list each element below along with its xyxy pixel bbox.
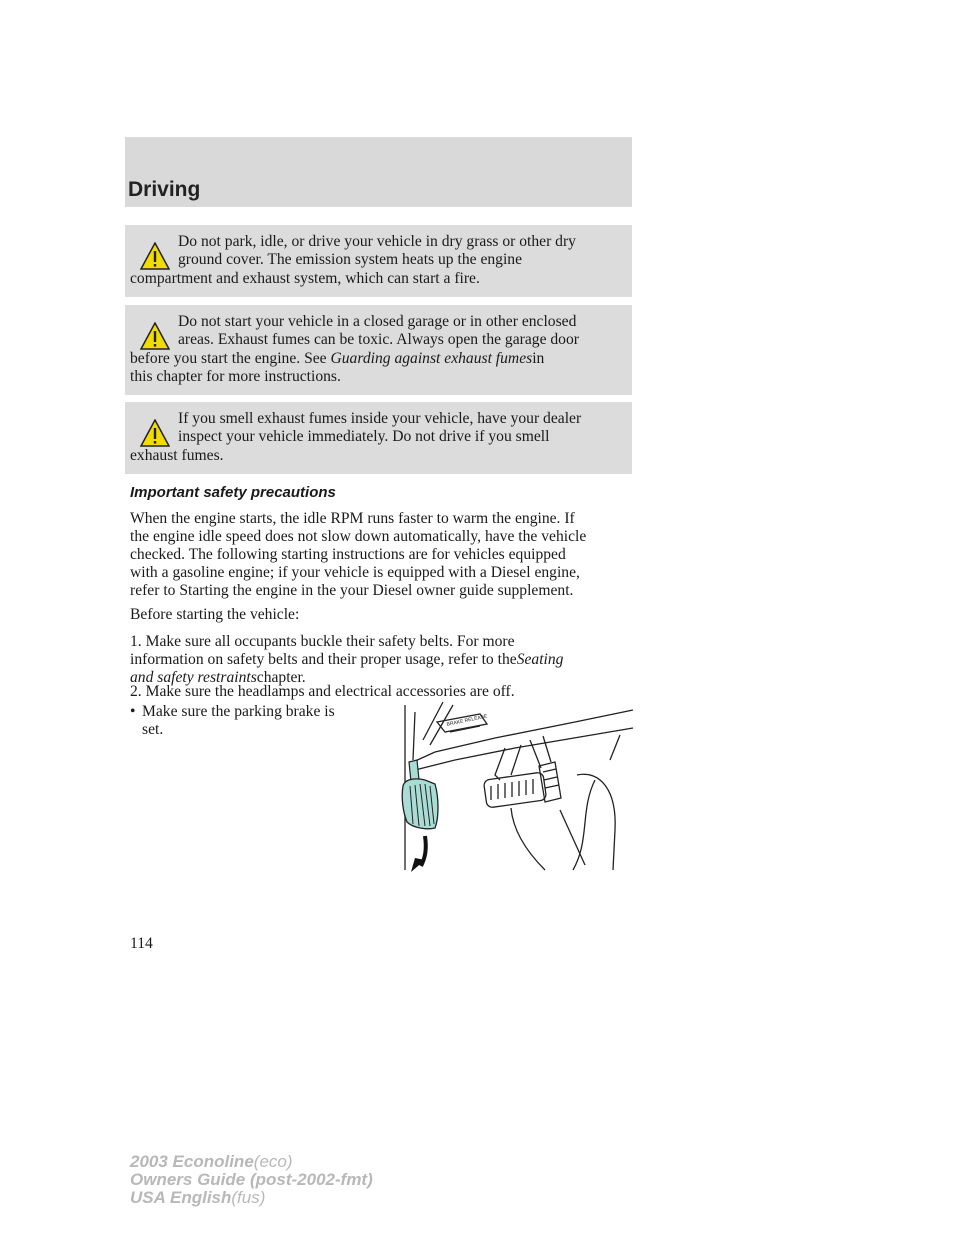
body-paragraph-engine-idle — [130, 510, 632, 600]
warning-line: If you smell exhaust fumes inside your vehicle, have your dealer — [178, 410, 582, 427]
footer-code: (eco) — [253, 1152, 293, 1171]
bullet-item-parking-brake — [130, 703, 370, 739]
warning-line: exhaust fumes. — [130, 447, 224, 464]
footer-line — [130, 1171, 373, 1189]
text-line: checked. The following starting instructions are for vehicles equipped — [130, 546, 566, 563]
text-line: refer to Starting the engine in the your Diesel owner guide supplement. — [130, 582, 574, 599]
warning-line: this chapter for more instructions. — [130, 368, 341, 385]
header-band — [125, 137, 632, 207]
warning-triangle-icon — [140, 242, 170, 270]
footer-code: (fus) — [231, 1188, 266, 1207]
warning-line: Do not start your vehicle in a closed garage or in other enclosed — [178, 313, 577, 330]
footer-model: 2003 Econoline — [130, 1152, 254, 1171]
brake-release-label: BRAKE RELEASE — [446, 713, 488, 728]
warning-box-closed-garage — [125, 305, 632, 395]
bullet-marker: • — [130, 703, 136, 720]
warning-line: inspect your vehicle immediately. Do not drive if you smell — [178, 428, 550, 445]
footer-line — [130, 1153, 373, 1171]
bullet-text: Make sure the parking brake is set. — [142, 703, 335, 738]
footer-language: USA English — [130, 1188, 232, 1207]
text-line: with a gasoline engine; if your vehicle is equipped with a Diesel engine, — [130, 564, 580, 581]
document-footer — [130, 1153, 373, 1207]
text-line: 1. Make sure all occupants buckle their safety belts. For more — [130, 633, 515, 650]
warning-line: ground cover. The emission system heats up the engine — [178, 251, 523, 268]
warning-box-exhaust-smell — [125, 402, 632, 474]
section-title: Driving — [128, 178, 201, 201]
footer-line — [130, 1189, 373, 1207]
text-line: the engine idle speed does not slow down automatically, have the vehicle — [130, 528, 587, 545]
cross-reference: Guarding against exhaust fumes — [330, 350, 533, 367]
warning-box-dry-grass — [125, 225, 632, 297]
warning-line: Do not park, idle, or drive your vehicle in dry grass or other dry — [178, 233, 576, 250]
footer-guide: Owners Guide (post-2002-fmt) — [130, 1170, 373, 1189]
text-span: information on safety belts and their proper usage, refer to the — [130, 651, 517, 668]
cross-reference: Seating — [516, 651, 564, 668]
warning-text: in — [532, 350, 545, 367]
body-paragraph-step-2: 2. Make sure the headlamps and electrical accessories are off. — [130, 683, 515, 700]
body-paragraph-step-1 — [130, 633, 632, 687]
text-line — [130, 651, 632, 669]
subsection-heading: Important safety precautions — [130, 484, 336, 501]
warning-triangle-icon — [140, 419, 170, 447]
warning-triangle-icon — [140, 322, 170, 350]
body-paragraph-before-starting: Before starting the vehicle: — [130, 606, 300, 623]
warning-line: areas. Exhaust fumes can be toxic. Always open the garage door — [178, 331, 579, 348]
warning-line — [130, 350, 624, 368]
parking-brake-illustration — [395, 700, 635, 875]
cross-reference: and safety restraints — [130, 669, 257, 686]
warning-text: before you start the engine. See — [130, 350, 331, 367]
pedal-drawing — [395, 700, 635, 875]
page-number: 114 — [130, 935, 153, 952]
text-span: chapter. — [256, 669, 306, 686]
warning-line: compartment and exhaust system, which can start a fire. — [130, 270, 480, 287]
text-line: When the engine starts, the idle RPM runs faster to warm the engine. If — [130, 510, 575, 527]
